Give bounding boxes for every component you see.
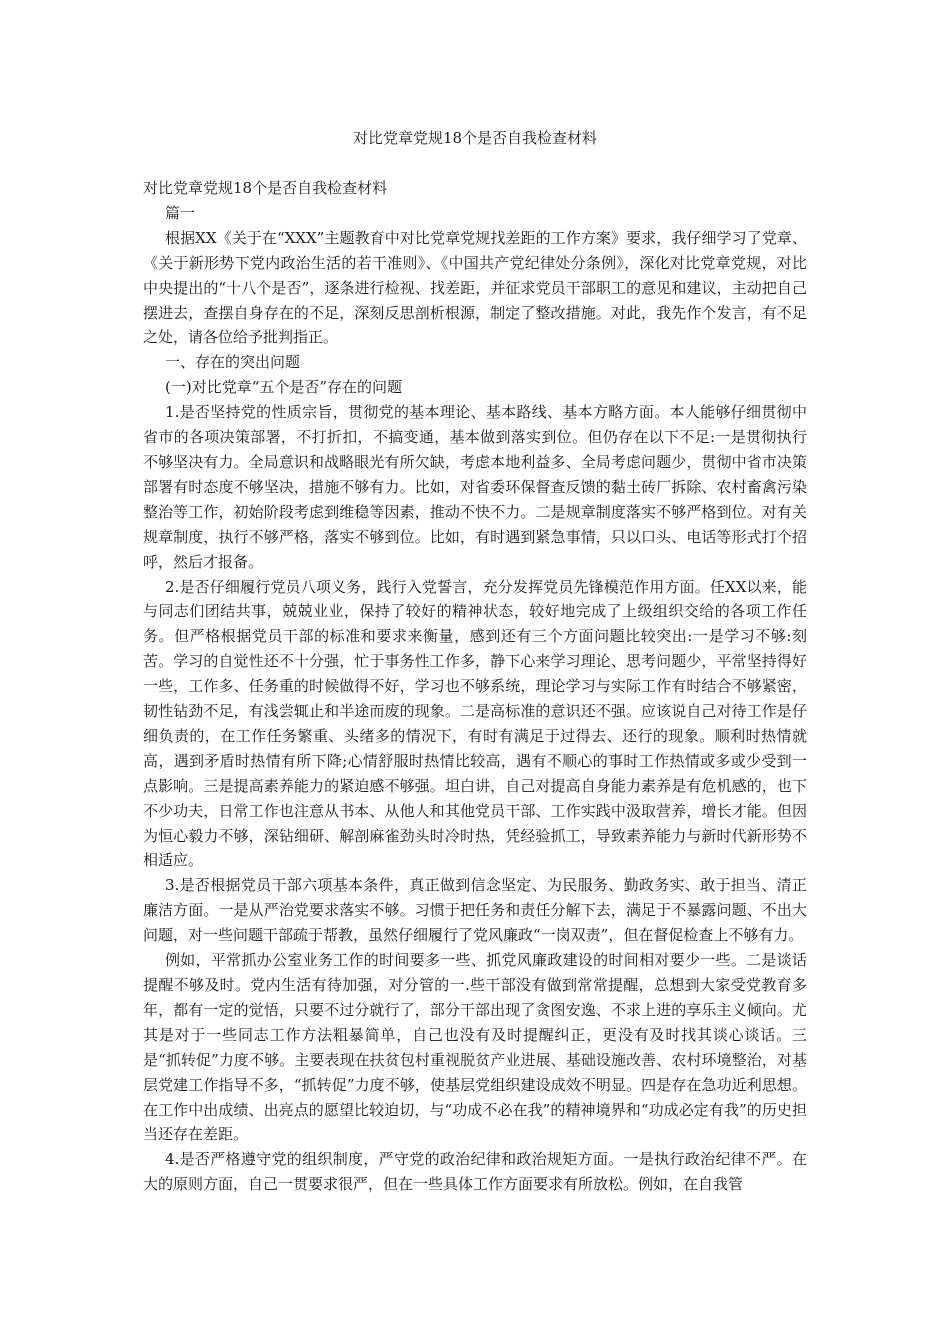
paragraph: 2.是否仔细履行党员八项义务，践行入党誓言，充分发挥党员先锋模范作用方面。任XX以来，能与同志们团结共事，兢兢业业，保持了较好的精神状态，较好地完成了上级组织交给的各项工作任务。但严格根据党员干部的标准和要求来衡量，感到还有三个方面问题比较突出:一是学习不够:刻苦。学习的自觉性还不十分强，忙于事务性工作多，静下心来学习理论、思考问题少，平常坚持得好一些，工作多、任务重的时候做得不好，学习也不够系统，理论学习与实际工作有时结合不够紧密，韧性钻劲不足，有浅尝辄止和半途而废的现象。二是高标准的意识还不强。应该说自己对待工作是仔细负责的，在工作任务繁重、头绪多的情况下，有时有满足于过得去、还行的现象。顺利时热情就高，遇到矛盾时热情有所下降;心情舒服时热情比较高，遇有不顺心的事时工作热情或多或少受到一点影响。三是提高素养能力的紧迫感不够强。坦白讲，自己对提高自身能力素养是有危机感的，也下不少功夫，日常工作也注意从书本、从他人和其他党员干部、工作实践中汲取营养，增长才能。但因为恒心毅力不够，深钻细研、解剖麻雀劲头时冷时热，凭经验抓工，导致素养能力与新时代新形势不相适应。 <box>143 577 807 870</box>
paragraph: 1.是否坚持党的性质宗旨，贯彻党的基本理论、基本路线、基本方略方面。本人能够仔细贯彻中省市的各项决策部署，不打折扣，不搞变通，基本做到落实到位。但仍存在以下不足:一是贯彻执行不够坚决有力。全局意识和战略眼光有所欠缺，考虑本地利益多、全局考虑问题少，贯彻中省市决策部署有时态度不够坚决，措施不够有力。比如，对省委环保督查反馈的黏土砖厂拆除、农村畜禽污染整治等工作，初始阶段考虑到维稳等因素，推动不快不力。二是规章制度落实不够严格到位。对有关规章制度，执行不够严格，落实不够到位。比如，有时遇到紧急事情，只以口头、电话等形式打个招呼，然后才报备。 <box>143 403 807 571</box>
document-body <box>143 176 807 1197</box>
paragraph: 根据XX《关于在“XXX”主题教育中对比党章党规找差距的工作方案》要求，我仔细学习了党章、《关于新形势下党内政治生活的若干准则》、《中国共产党纪律处分条例》，深化对比党章党规，对比中央提出的“十八个是否”，逐条进行检视、找差距，并征求党员干部职工的意见和建议，主动把自己摆进去，查摆自身存在的不足，深刻反思剖析根源，制定了整改措施。对此，我先作个发言，有不足之处，请各位给予批判指正。 <box>143 228 807 347</box>
paragraph: 对比党章党规18个是否自我检查材料 <box>143 179 388 197</box>
document-title: 对比党章党规18个是否自我检查材料 <box>352 129 598 147</box>
paragraph: 4.是否严格遵守党的组织制度，严守党的政治纪律和政治规矩方面。一是执行政治纪律不严。在大的原则方面，自己一贯要求很严，但在一些具体工作方面要求有所放松。例如，在自我管 <box>143 1150 807 1194</box>
paragraph: 3.是否根据党员干部六项基本条件，真正做到信念坚定、为民服务、勤政务实、敢于担当、清正廉洁方面。一是从严治党要求落实不够。习惯于把任务和责任分解下去，满足于不暴露问题、不出大问题，对一些问题干部疏于帮教，虽然仔细履行了党风廉政“一岗双责”，但在督促检查上不够有力。 <box>143 876 807 945</box>
paragraph: 篇一 <box>165 203 196 222</box>
paragraph: (一)对比党章“五个是否”存在的问题 <box>165 378 403 397</box>
paragraph: 一、存在的突出问题 <box>165 353 301 372</box>
paragraph: 例如，平常抓办公室业务工作的时间要多一些、抓党风廉政建设的时间相对要少一些。二是谈话提醒不够及时。党内生活有待加强，对分管的一.些干部没有做到常常提醒，总想到大家受党教育多年，都有一定的觉悟，只要不过分就行了，部分干部出现了贪图安逸、不求上进的享乐主义倾向。尤其是对于一些同志工作方法粗暴简单，自己也没有及时提醒纠正，更没有及时找其谈心谈话。三是“抓转促”力度不够。主要表现在扶贫包村重视脱贫产业进展、基础设施改善、农村环境整治，对基层党建工作指导不多，“抓转促”力度不够，使基层党组织建设成效不明显。四是存在急功近利思想。在工作中出成绩、出亮点的愿望比较迫切，与“功成不必在我”的精神境界和“功成必定有我”的历史担当还存在差距。 <box>143 951 807 1144</box>
